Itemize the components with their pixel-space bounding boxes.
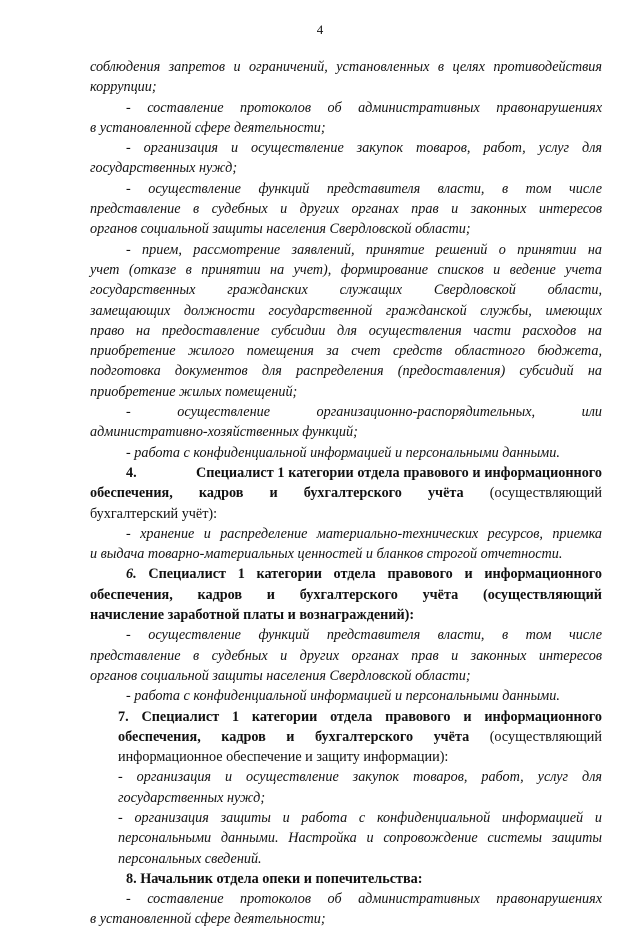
text-line: обеспечения, кадров и бухгалтерского учёта (осуществляющий [90, 485, 602, 502]
text-line: и выдача товарно-материальных ценностей и бланков строгой отчетности. [90, 546, 563, 563]
text-line: государственных нужд; [118, 789, 266, 806]
text-line: приобретение жилого помещения за счет средств областного бюджета, [90, 343, 602, 360]
text-line: замещающих должности государственной гражданской службы, имеющих [90, 302, 602, 319]
text-line: соблюдения запретов и ограничений, установленных в целях противодействия [90, 59, 602, 75]
text-line: право на предоставление субсидии для осуществления части расходов на [90, 322, 602, 339]
text-line: - составление протоколов об административных правонарушениях [126, 99, 602, 116]
text-line: - организация и осуществление закупок товаров, работ, услуг для [126, 140, 602, 157]
text-line: - работа с конфиденциальной информацией и персональными данными. [126, 688, 560, 705]
text-line [90, 463, 602, 483]
text-line: - организация защиты и работа с конфиденциальной информацией и [118, 809, 602, 826]
document-body [90, 57, 602, 930]
text-line: персональных сведений. [118, 850, 262, 867]
text-line: - прием, рассмотрение заявлений, принятие решений о принятии на [126, 241, 602, 258]
text-line: в установленной сфере деятельности; [90, 119, 326, 136]
text-line: 7. Специалист 1 категории отдела правового и информационного [118, 708, 602, 725]
text-line: - работа с конфиденциальной информацией и персональными данными. [126, 444, 560, 461]
text-line: представление в судебных и других органах прав и законных интересов [90, 647, 602, 664]
text-line: обеспечения, кадров и бухгалтерского учёта (осуществляющий [118, 728, 602, 745]
text-line: подготовка документов для распределения (предоставления) субсидий на [90, 363, 602, 380]
text-line: персональными данными. Настройка и сопровождение системы защиты [118, 830, 602, 847]
text-line: коррупции; [90, 79, 157, 96]
text-line: 6. Специалист 1 категории отдела правового и информационного [126, 566, 602, 583]
text-line: - составление протоколов об административных правонарушениях [126, 891, 602, 908]
text-line: государственных нужд; [90, 160, 238, 177]
text-line: информационное обеспечение и защиту информации): [118, 749, 449, 766]
text-line: начисление заработной платы и вознаграждений): [90, 607, 415, 624]
text-line: - организация и осуществление закупок товаров, работ, услуг для [118, 769, 602, 786]
text-line: бухгалтерский учёт): [90, 505, 218, 522]
text-line: в установленной сфере деятельности; [90, 911, 326, 928]
text-line: - осуществление функций представителя власти, в том числе [126, 627, 602, 644]
text-line: - осуществление функций представителя власти, в том числе [126, 180, 602, 197]
text-line: органов социальной защиты населения Свердловской области; [90, 221, 471, 238]
text-line: - хранение и распределение материально-технических ресурсов, приемка [126, 525, 602, 542]
text-line: административно-хозяйственных функций; [90, 424, 358, 441]
text-line: представление в судебных и других органах прав и законных интересов [90, 201, 602, 218]
text-line: обеспечения, кадров и бухгалтерского учёта (осуществляющий [90, 586, 602, 603]
text-line: - осуществление организационно-распорядительных, или [126, 404, 602, 421]
text-line: государственных гражданских служащих Свердловской области, [90, 282, 602, 299]
text-line: 8. Начальник отдела опеки и попечительства: [126, 870, 423, 887]
section-heading: Специалист 1 категории отдела правового и информационного [196, 464, 602, 481]
text-line: приобретение жилых помещений; [90, 383, 298, 400]
text-line: органов социальной защиты населения Свердловской области; [90, 667, 471, 684]
text-line: учет (отказе в принятии на учет), формирование списков и ведение учета [90, 261, 602, 278]
page-number: 4 [316, 22, 324, 37]
section-number: 4. [126, 464, 137, 481]
